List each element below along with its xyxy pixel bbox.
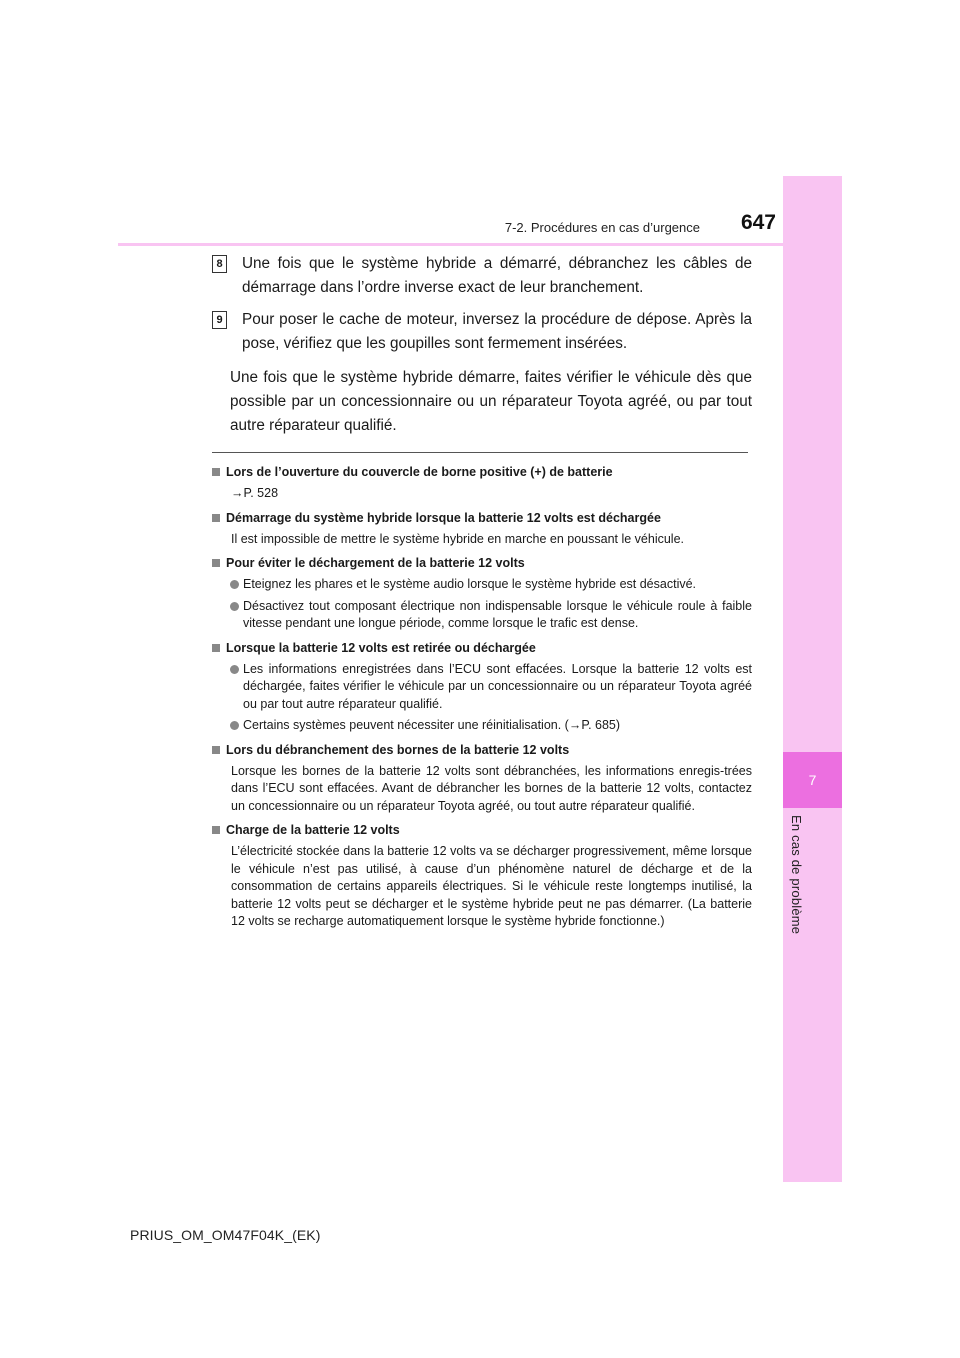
- square-bullet-icon: [212, 746, 220, 754]
- square-bullet-icon: [212, 644, 220, 652]
- header-rule: [118, 243, 841, 246]
- note-heading-text: Lors du débranchement des bornes de la batterie 12 volts: [226, 742, 570, 757]
- header-section-title: 7-2. Procédures en cas d’urgence: [504, 220, 700, 235]
- round-bullet-icon: [230, 602, 239, 611]
- note-heading-text: Démarrage du système hybride lorsque la batterie 12 volts est déchargée: [226, 510, 661, 525]
- note-heading: [212, 741, 752, 759]
- chapter-number-tab: 7: [783, 752, 842, 808]
- section-divider: [212, 452, 748, 453]
- note-body: L’électricité stockée dans la batterie 12 volts va se décharger progressivement, même lorsque le véhicule n’est pas utilisé, à cause d’un phénomène naturel de décharge et de la consommation de certains appareils électriques. Si le véhicule reste longtemps inutilisé, la batterie 12 volts peut se décharger et le système hybride peut ne pas démarrer. (La batterie 12 volts se recharge automatiquement lorsque le système hybride fonctionne.): [231, 844, 752, 928]
- notes-section: [212, 463, 752, 931]
- square-bullet-icon: [212, 559, 220, 567]
- page-content: [212, 252, 752, 931]
- side-tab-strip: [783, 176, 842, 1182]
- note-heading: [212, 509, 752, 527]
- square-bullet-icon: [212, 468, 220, 476]
- note-body: Lorsque les bornes de la batterie 12 volts sont débranchées, les informations enregis-trées dans l’ECU sont effacées. Avant de débrancher les bornes de la batterie 12 volts, contactez un concessionnaire ou un réparateur Toyota agréé, ou tout autre réparateur qualifié.: [231, 763, 752, 813]
- note-bullet-text: Certains systèmes peuvent nécessiter une réinitialisation. (→P. 685): [243, 718, 621, 732]
- note-heading: [212, 463, 752, 481]
- note-heading-text: Pour éviter le déchargement de la batterie 12 volts: [226, 556, 525, 570]
- note-body: →P. 528: [231, 486, 279, 500]
- square-bullet-icon: [212, 514, 220, 522]
- footer-doc-code: PRIUS_OM_OM47F04K_(EK): [130, 1227, 321, 1243]
- note-bullet: [212, 598, 752, 633]
- round-bullet-icon: [230, 580, 239, 589]
- step-item: [212, 308, 752, 356]
- round-bullet-icon: [230, 721, 239, 730]
- step-number-badge: 9: [212, 311, 227, 329]
- note-heading: [212, 554, 752, 572]
- note-body: Il est impossible de mettre le système hybride en marche en poussant le véhicule.: [231, 531, 685, 546]
- step-text: Une fois que le système hybride a démarré, débranchez les câbles de démarrage dans l’ordre inverse exact de leur branchement.: [242, 255, 752, 296]
- step-number-badge: 8: [212, 255, 227, 273]
- note-bullet-text: Désactivez tout composant électrique non indispensable lorsque le véhicule roule à faible vitesse pendant une longue période, comme lorsque le trafic est dense.: [243, 598, 752, 630]
- page-number: 647: [740, 211, 776, 234]
- note-bullet: [212, 661, 752, 714]
- round-bullet-icon: [230, 665, 239, 674]
- note-bullet: [212, 576, 752, 594]
- note-heading-text: Charge de la batterie 12 volts: [226, 823, 400, 837]
- note-heading-text: Lors de l’ouverture du couvercle de borne positive (+) de batterie: [226, 465, 613, 479]
- note-heading-text: Lorsque la batterie 12 volts est retirée ou déchargée: [226, 640, 536, 655]
- note-heading: [212, 639, 752, 657]
- note-bullet: [212, 717, 752, 735]
- note-heading: [212, 821, 752, 839]
- after-steps-note: Une fois que le système hybride démarre, faites vérifier le véhicule dès que possible par un concessionnaire ou un réparateur Toyota agréé, ou par tout autre réparateur qualifié.: [230, 369, 752, 434]
- note-bullet-text: Les informations enregistrées dans l’ECU sont effacées. Lorsque la batterie 12 volts est déchargée, faites vérifier le véhicule par un concessionnaire ou un réparateur Toyota agréé ou par tout autre réparateur qualifié.: [243, 661, 752, 711]
- chapter-title-vertical: En cas de problème: [789, 815, 804, 935]
- note-bullet-text: Eteignez les phares et le système audio lorsque le système hybride est désactivé.: [243, 577, 697, 591]
- square-bullet-icon: [212, 826, 220, 834]
- step-text: Pour poser le cache de moteur, inversez la procédure de dépose. Après la pose, vérifiez que les goupilles sont fermement insérées.: [242, 311, 752, 352]
- step-item: [212, 252, 752, 300]
